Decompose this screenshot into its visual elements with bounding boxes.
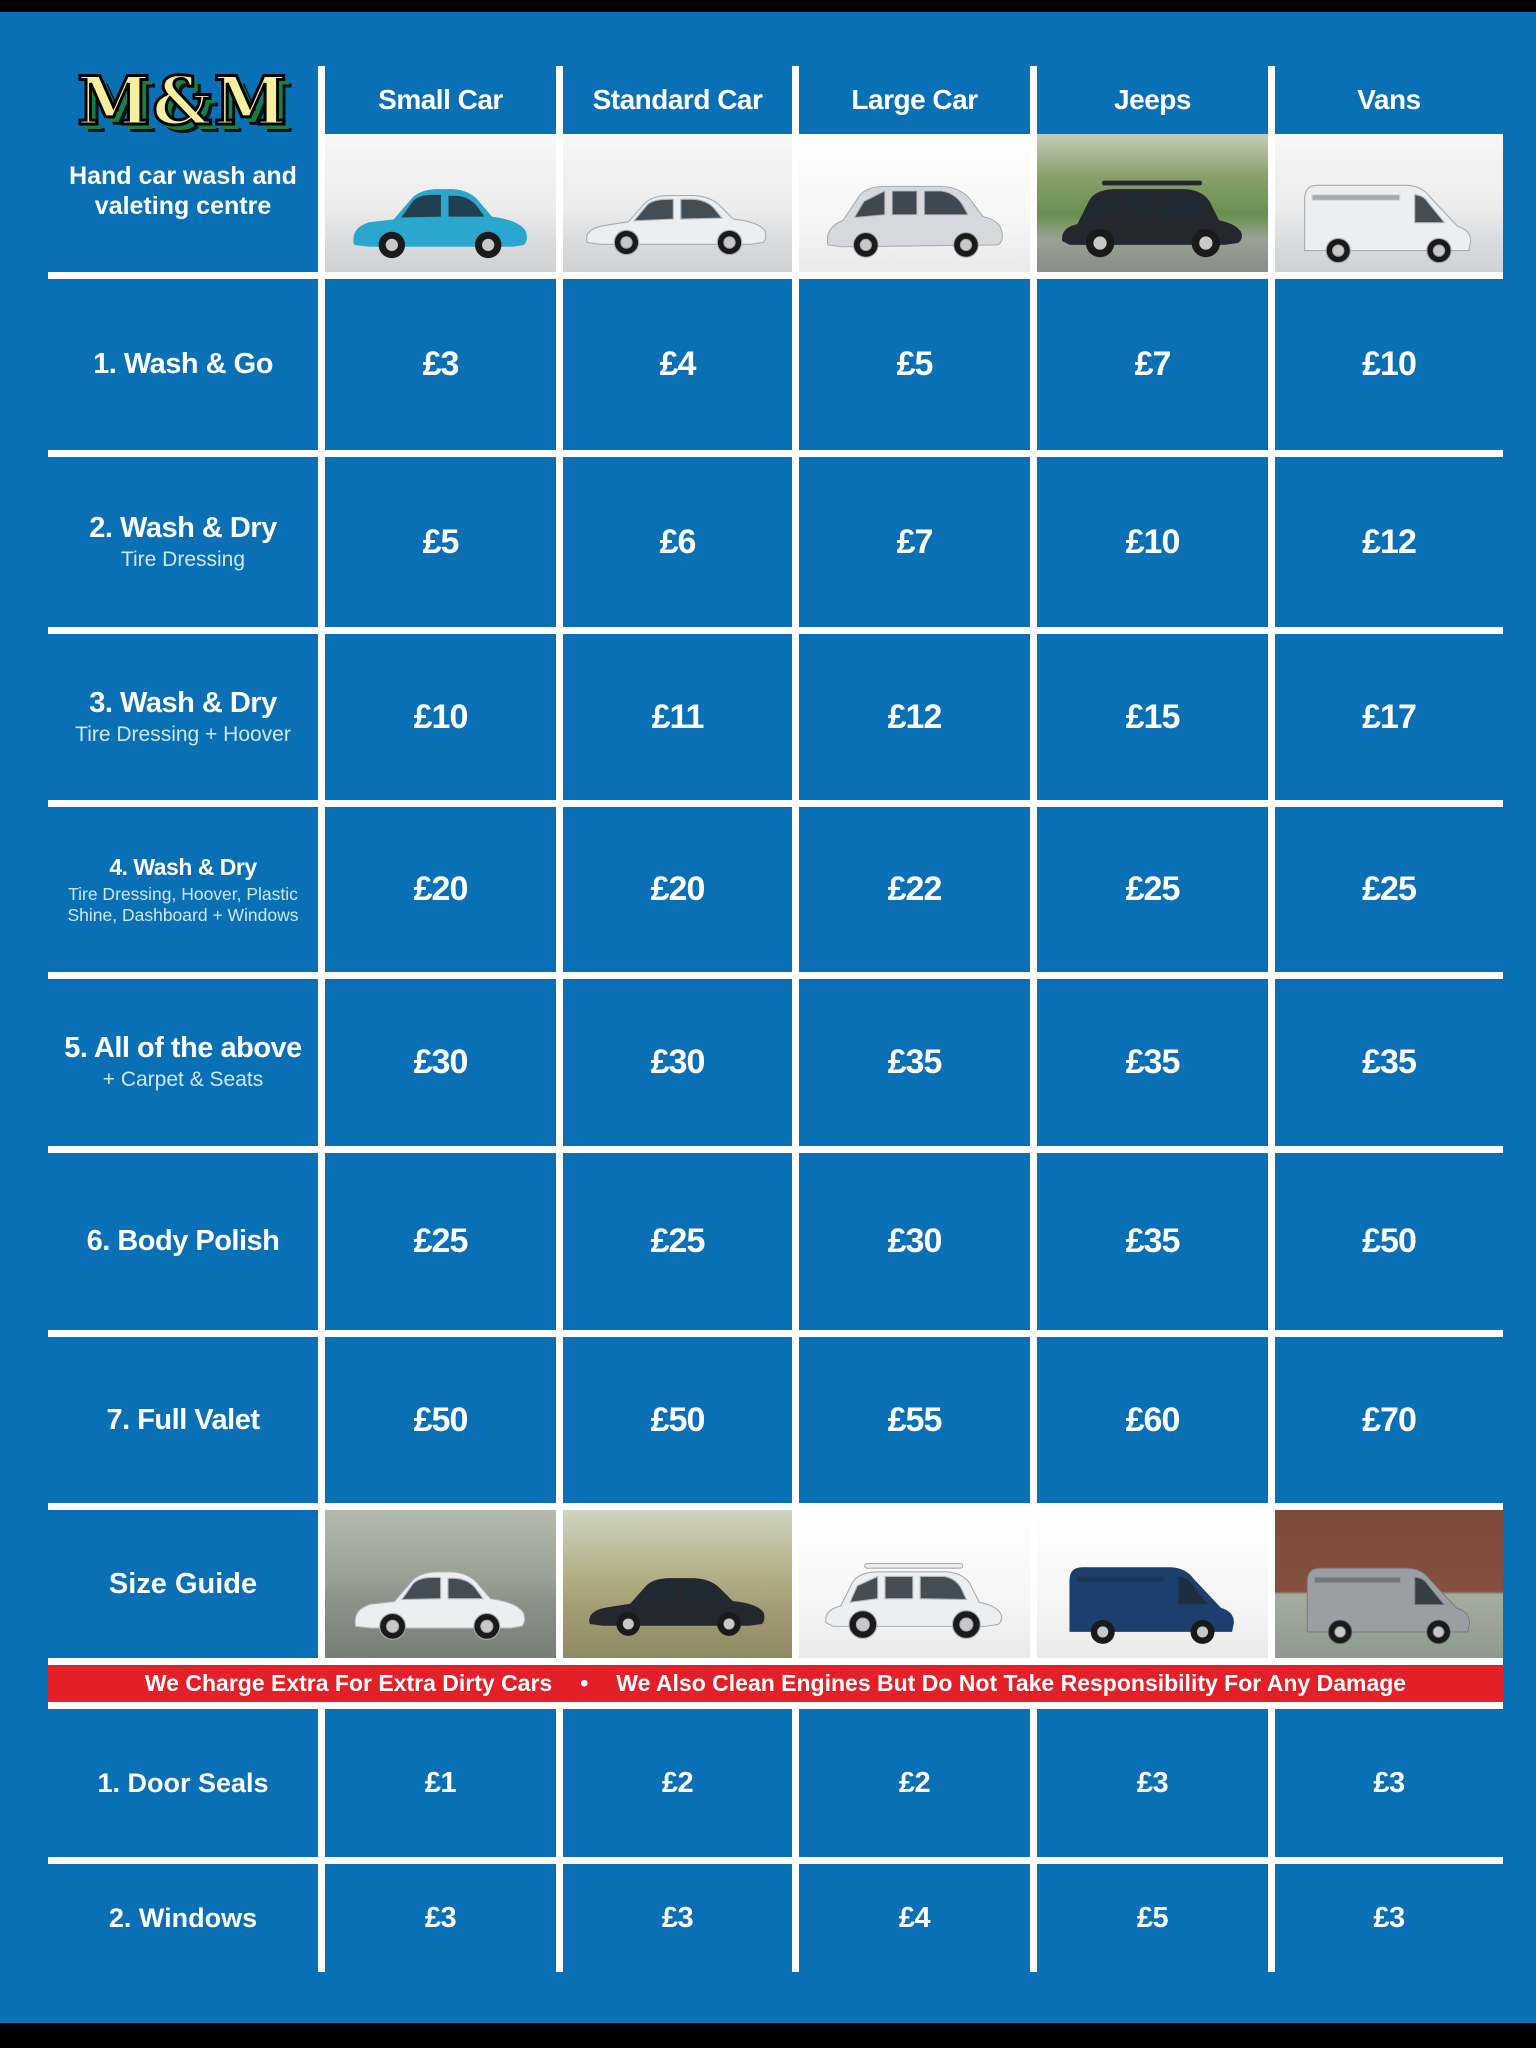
price-cell [325, 979, 556, 1146]
price-cell [1275, 979, 1503, 1146]
service-name: 3. Wash & Dry [89, 686, 277, 719]
price-cell [1037, 457, 1268, 627]
price-cell [325, 1864, 556, 1972]
price-value: £10 [413, 697, 468, 736]
size-guide-label: Size Guide [108, 1567, 258, 1600]
size-guide-van-cell [1275, 1510, 1503, 1658]
size-guide-jeep-cell [1037, 1510, 1268, 1658]
column-title-jeeps: Jeeps [1114, 84, 1191, 115]
column-title-large-car: Large Car [851, 84, 978, 115]
price-value: £20 [650, 870, 705, 908]
price-cell [799, 807, 1030, 972]
price-cell [799, 1709, 1030, 1857]
price-cell [799, 1864, 1030, 1972]
price-cell [563, 979, 792, 1146]
price-cell [1037, 1337, 1268, 1503]
logo-cell [48, 12, 318, 272]
price-cell [563, 807, 792, 972]
price-cell [325, 1337, 556, 1503]
price-value: £35 [1125, 1222, 1180, 1260]
service-label-wash-and-dry-3 [48, 634, 318, 800]
extra-label-windows [48, 1864, 318, 1972]
price-cell [563, 1153, 792, 1330]
price-value: £35 [1362, 1043, 1416, 1081]
size-guide-small-car-photo [325, 1510, 556, 1658]
price-cell [1037, 1864, 1268, 1972]
price-cell [325, 457, 556, 627]
price-cell [799, 634, 1030, 800]
price-value: £3 [1373, 1766, 1405, 1799]
price-value: £2 [898, 1766, 931, 1799]
logo-subtitle-line1: Hand car wash and [69, 162, 297, 190]
price-value: £20 [413, 870, 468, 908]
price-cell [325, 279, 556, 450]
price-value: £35 [887, 1043, 942, 1081]
extra-name: 2. Windows [108, 1902, 258, 1933]
price-value: £30 [887, 1222, 942, 1260]
price-cell [1037, 1153, 1268, 1330]
price-value: £50 [413, 1400, 468, 1439]
notice-banner [48, 1665, 1503, 1702]
price-value: £12 [1362, 522, 1416, 561]
notice-bullet: • [580, 1670, 589, 1696]
price-value: £4 [659, 345, 696, 383]
price-value: £60 [1125, 1400, 1180, 1439]
size-guide-standard-car-cell [563, 1510, 792, 1658]
price-value: £70 [1362, 1400, 1416, 1439]
price-value: £17 [1362, 697, 1416, 736]
price-cell [1037, 634, 1268, 800]
price-table [48, 12, 1503, 1972]
price-value: £25 [650, 1222, 705, 1260]
service-name: 1. Wash & Go [93, 348, 273, 380]
price-cell [325, 1709, 556, 1857]
price-value: £3 [422, 345, 459, 383]
service-subtext: Tire Dressing [120, 547, 246, 571]
price-cell [563, 1864, 792, 1972]
price-cell [563, 279, 792, 450]
column-title-vans: Vans [1357, 84, 1421, 115]
size-guide-standard-car-photo [563, 1510, 792, 1658]
price-cell [325, 1153, 556, 1330]
price-cell [1275, 1864, 1503, 1972]
price-value: £10 [1125, 522, 1180, 561]
service-name: 2. Wash & Dry [89, 511, 277, 544]
service-name: 6. Body Polish [86, 1225, 280, 1257]
price-value: £25 [1125, 870, 1180, 908]
logo-subtitle [69, 162, 297, 221]
van-photo [1275, 134, 1503, 272]
price-value: £30 [413, 1043, 468, 1081]
price-cell [325, 634, 556, 800]
price-cell [1037, 979, 1268, 1146]
price-cell [1275, 1153, 1503, 1330]
price-value: £3 [1136, 1766, 1169, 1799]
service-label-all-of-the-above [48, 979, 318, 1146]
size-guide-label-cell [48, 1510, 318, 1658]
price-value: £2 [661, 1766, 694, 1799]
jeep-photo [1037, 134, 1268, 272]
column-title-standard-car: Standard Car [592, 84, 763, 115]
small-car-photo [325, 134, 556, 272]
price-cell [563, 457, 792, 627]
price-value: £25 [1362, 870, 1416, 908]
service-label-wash-and-go [48, 279, 318, 450]
price-cell [563, 1709, 792, 1857]
header-top-spacer [318, 12, 1503, 66]
price-value: £25 [413, 1222, 468, 1260]
price-cell [799, 1337, 1030, 1503]
price-value: £3 [424, 1901, 457, 1934]
price-value: £5 [422, 522, 459, 561]
price-value: £7 [1134, 345, 1171, 383]
price-value: £3 [1373, 1901, 1405, 1934]
service-name: 4. Wash & Dry [109, 854, 257, 881]
price-list-poster [0, 12, 1536, 2023]
size-guide-van-photo [1037, 1510, 1268, 1658]
price-value: £5 [1136, 1901, 1169, 1934]
price-cell [1275, 457, 1503, 627]
service-label-wash-and-dry-2 [48, 457, 318, 627]
price-cell [799, 279, 1030, 450]
price-cell [1275, 634, 1503, 800]
price-value: £50 [1362, 1222, 1416, 1260]
standard-car-photo [563, 134, 792, 272]
price-value: £35 [1125, 1043, 1180, 1081]
service-label-wash-and-dry-4 [48, 807, 318, 972]
service-subtext: Tire Dressing + Hoover [75, 722, 291, 746]
price-cell [325, 807, 556, 972]
price-value: £22 [887, 870, 942, 908]
extra-name: 1. Door Seals [97, 1767, 269, 1798]
price-cell [1037, 279, 1268, 450]
price-value: £1 [424, 1766, 457, 1799]
price-value: £30 [650, 1043, 705, 1081]
price-value: £5 [896, 345, 933, 383]
price-cell [799, 979, 1030, 1146]
size-guide-large-car-photo [799, 1510, 1030, 1658]
size-guide-large-car-cell [799, 1510, 1030, 1658]
price-value: £11 [651, 697, 704, 736]
price-value: £7 [896, 522, 933, 561]
price-cell [1275, 1709, 1503, 1857]
size-guide-small-car-cell [325, 1510, 556, 1658]
price-value: £55 [887, 1400, 942, 1439]
price-cell [563, 1337, 792, 1503]
price-cell [1037, 807, 1268, 972]
price-value: £10 [1362, 345, 1416, 383]
size-guide-minibus-photo [1275, 1510, 1503, 1658]
service-name: 5. All of the above [64, 1032, 302, 1065]
service-subtext: + Carpet & Seats [102, 1068, 264, 1092]
service-subtext: Tire Dressing, Hoover, Plastic Shine, Dashboard + Windows [67, 884, 299, 925]
price-cell [1275, 1337, 1503, 1503]
notice-right-text: We Also Clean Engines But Do Not Take Responsibility For Any Damage [616, 1670, 1407, 1696]
price-cell [1275, 279, 1503, 450]
notice-left-text: We Charge Extra For Extra Dirty Cars [144, 1670, 553, 1696]
large-car-photo [799, 134, 1030, 272]
price-cell [1275, 807, 1503, 972]
service-label-full-valet [48, 1337, 318, 1503]
logo-subtitle-line2: valeting centre [94, 191, 272, 220]
price-value: £4 [898, 1901, 931, 1934]
service-name: 7. Full Valet [106, 1403, 260, 1436]
price-value: £6 [659, 522, 696, 561]
price-cell [799, 1153, 1030, 1330]
column-title-small-car: Small Car [378, 84, 503, 115]
price-value: £15 [1125, 697, 1180, 736]
price-cell [799, 457, 1030, 627]
price-value: £3 [661, 1901, 694, 1934]
price-cell [563, 634, 792, 800]
logo: M&M [77, 62, 289, 140]
service-label-body-polish [48, 1153, 318, 1330]
price-value: £12 [887, 697, 942, 736]
extra-label-door-seals [48, 1709, 318, 1857]
price-cell [1037, 1709, 1268, 1857]
price-value: £50 [650, 1400, 705, 1439]
